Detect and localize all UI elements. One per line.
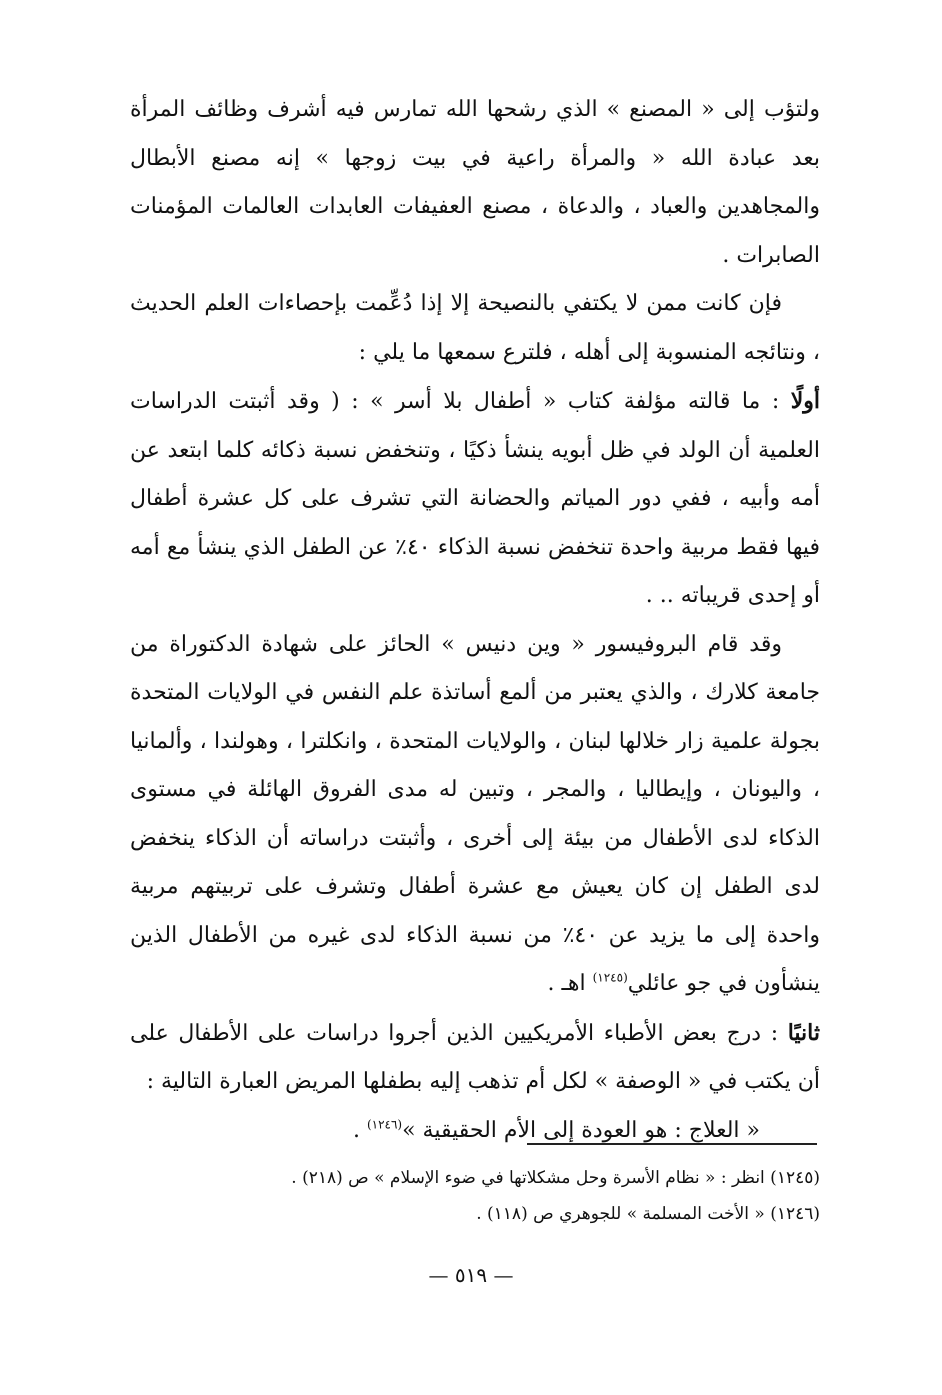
cure-quote-end: . bbox=[352, 1117, 367, 1143]
paragraph-factory: ولتؤب إلى « المصنع » الذي رشحها الله تمارس فيه أشرف وظائف المرأة بعد عبادة الله « والمرأة راعية في بيت زوجها » إنه مصنع الأبطال والمجاهدين والعباد ، والدعاة ، مصنع العفيفات العابدات العالمات المؤمنات الصابرات . bbox=[130, 97, 820, 268]
page-number: — ٥١٩ — bbox=[428, 1263, 514, 1287]
second-point-text: : درج بعض الأطباء الأمريكيين الذين أجروا دراسات على الأطفال على أن يكتب في « الوصفة » لكل أم تذهب إليه بطفلها المريض العبارة التالية : bbox=[130, 1020, 820, 1094]
footnote-1246: (١٢٤٦) « الأخت المسلمة » للجوهري ص (١١٨) . bbox=[476, 1204, 820, 1224]
paragraph-second-point bbox=[130, 1009, 820, 1107]
professor-end: اهـ . bbox=[547, 971, 593, 996]
footnote-divider bbox=[527, 1143, 817, 1145]
footnote-1245: (١٢٤٥) انظر : « نظام الأسرة وحل مشكلاتها في ضوء الإسلام » ص (٢١٨) . bbox=[291, 1168, 820, 1188]
main-text bbox=[130, 86, 820, 1155]
cure-quote-text: « العلاج : هو العودة إلى الأم الحقيقية » bbox=[402, 1117, 760, 1143]
paragraph-professor bbox=[130, 621, 820, 1009]
paragraph-cure-quote bbox=[130, 1107, 760, 1156]
first-point-label: أولًا bbox=[790, 388, 820, 414]
first-point-text: : ما قالته مؤلفة كتاب « أطفال بلا أسر » : ( وقد أثبتت الدراسات العلمية أن الولد في ظل أبويه ينشأ ذكيًا ، وتنخفض نسبة ذكائه كلما ابتعد عن أمه وأبيه ، ففي دور المياتم والحضانة التي تشرف على كل عشرة أطفال فيها فقط مربية واحدة تنخفض نسبة الذكاء ٤٠٪ عن الطفل الذي ينشأ مع أمه أو إحدى قريباته .. . bbox=[130, 389, 820, 608]
paragraph-first-point bbox=[130, 377, 820, 621]
paragraph-science: فإن كانت ممن لا يكتفي بالنصيحة إلا إذا دُعِّمت بإحصاءات العلم الحديث ، ونتائجه المنسوبة إلى أهله ، فلترع سمعها ما يلي : bbox=[130, 291, 820, 365]
professor-text: وقد قام البروفيسور « وين دنيس » الحائز على شهادة الدكتوراة من جامعة كلارك ، والذي يعتبر من ألمع أساتذة علم النفس في الولايات المتحدة بجولة علمية زار خلالها لبنان ، والولايات المتحدة ، وانكلترا ، وهولندا ، وألمانيا ، واليونان ، وإيطاليا ، والمجر ، وتبين له مدى الفروق الهائلة في مستوى الذكاء لدى الأطفال من بيئة إلى أخرى ، وأثبتت دراساته أن الذكاء ينخفض لدى الطفل إن كان يعيش مع عشرة أطفال وتشرف على تربيتهم مربية واحدة إلى ما يزيد عن ٤٠٪ من نسبة الذكاء لدى غيره من الأطفال الذين ينشأون في جو عائلي bbox=[130, 631, 821, 996]
footnote-ref-1246[interactable]: (١٢٤٦) bbox=[366, 1117, 403, 1132]
footnote-ref-1245[interactable]: (١٢٤٥) bbox=[592, 970, 628, 985]
second-point-label: ثانيًا bbox=[787, 1019, 821, 1046]
footnotes bbox=[130, 1160, 820, 1232]
